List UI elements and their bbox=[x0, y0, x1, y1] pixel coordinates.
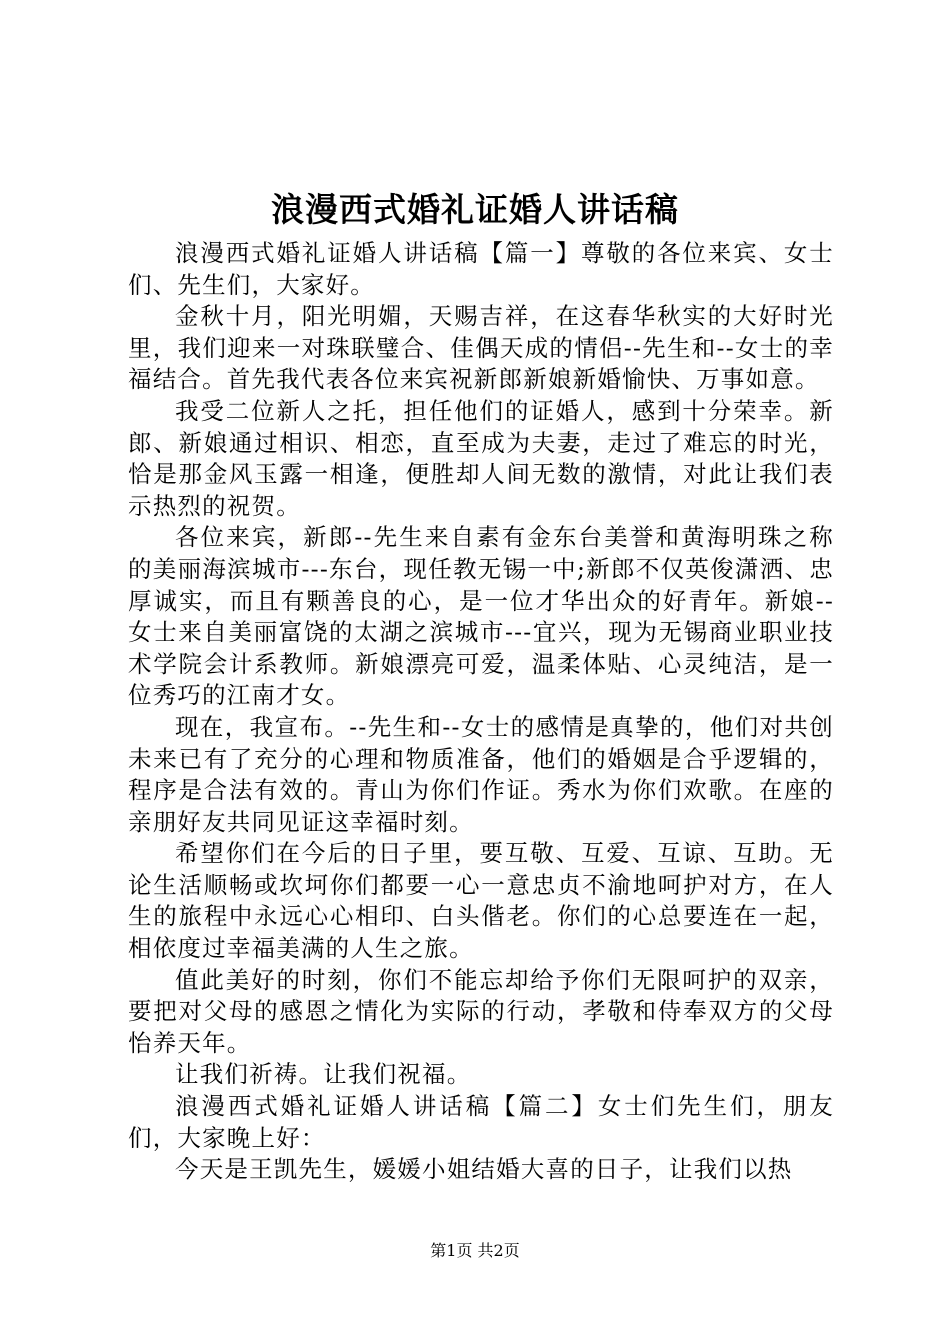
paragraph: 值此美好的时刻，你们不能忘却给予你们无限呵护的双亲，要把对父母的感恩之情化为实际的行动，孝敬和侍奉双方的父母怡养天年。 bbox=[128, 965, 834, 1057]
paragraph: 我受二位新人之托，担任他们的证婚人，感到十分荣幸。新郎、新娘通过相识、相恋，直至成为夫妻，走过了难忘的时光，恰是那金风玉露一相逢，便胜却人间无数的激情，对此让我们表示热烈的祝贺。 bbox=[128, 396, 834, 520]
paragraph: 希望你们在今后的日子里，要互敬、互爱、互谅、互助。无论生活顺畅或坎坷你们都要一心一意忠贞不渝地呵护对方，在人生的旅程中永远心心相印、白头偕老。你们的心总要连在一起，相依度过幸福美满的人生之旅。 bbox=[128, 839, 834, 963]
paragraph: 浪漫西式婚礼证婚人讲话稿【篇二】女士们先生们，朋友们，大家晚上好： bbox=[128, 1092, 834, 1152]
paragraph: 金秋十月，阳光明媚，天赐吉祥，在这春华秋实的大好时光里，我们迎来一对珠联璧合、佳偶天成的情侣--先生和--女士的幸福结合。首先我代表各位来宾祝新郎新娘新婚愉快、万事如意。 bbox=[128, 302, 834, 394]
document-body bbox=[128, 238, 834, 1186]
page-number-footer: 第1页 共2页 bbox=[430, 1241, 520, 1260]
paragraph: 现在，我宣布。--先生和--女士的感情是真挚的，他们对共创未来已有了充分的心理和物质准备，他们的婚姻是合乎逻辑的，程序是合法有效的。青山为你们作证。秀水为你们欢歌。在座的亲朋好友共同见证这幸福时刻。 bbox=[128, 712, 834, 836]
paragraph: 让我们祈祷。让我们祝福。 bbox=[175, 1060, 472, 1089]
document-title: 浪漫西式婚礼证婚人讲话稿 bbox=[271, 190, 679, 229]
paragraph: 浪漫西式婚礼证婚人讲话稿【篇一】尊敬的各位来宾、女士们、先生们，大家好。 bbox=[128, 239, 834, 299]
paragraph: 各位来宾，新郎--先生来自素有金东台美誉和黄海明珠之称的美丽海滨城市---东台，现任教无锡一中;新郎不仅英俊潇洒、忠厚诚实，而且有颗善良的心，是一位才华出众的好青年。新娘--女士来自美丽富饶的太湖之滨城市---宜兴，现为无锡商业职业技术学院会计系教师。新娘漂亮可爱，温柔体贴、心灵纯洁，是一位秀巧的江南才女。 bbox=[128, 523, 834, 710]
paragraph: 今天是王凯先生，媛媛小姐结婚大喜的日子，让我们以热 bbox=[175, 1155, 793, 1184]
